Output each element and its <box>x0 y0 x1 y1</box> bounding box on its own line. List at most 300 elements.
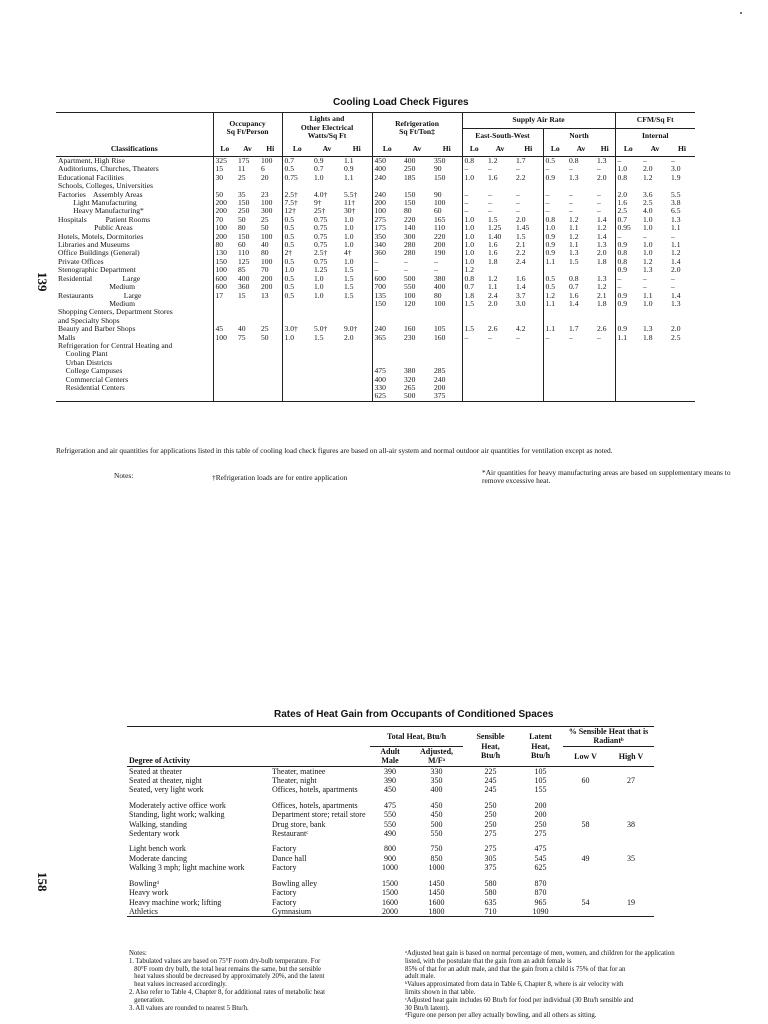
cooling-value-cell <box>595 384 615 392</box>
cooling-value-cell <box>543 266 567 274</box>
cooling-value-cell: 0.8 <box>615 174 641 182</box>
cooling-value-cell: 1.0 <box>314 291 324 300</box>
cooling-value-cell: 100 <box>372 207 402 215</box>
col-hi-header: Hi <box>669 143 695 157</box>
heat-gain-cell-adult: 390 <box>384 766 396 776</box>
cooling-value-cell: 1.2 <box>569 215 579 224</box>
heat-gain-cell-lat: 545 <box>534 853 547 863</box>
classification-cell <box>56 392 213 401</box>
cooling-value-cell: 1.25 <box>488 224 502 233</box>
cooling-value-cell: 2.1 <box>597 291 607 300</box>
cooling-value-cell <box>543 392 567 401</box>
cooling-value-cell: 0.5 <box>282 241 312 249</box>
cooling-value-cell: 0.7 <box>569 283 579 292</box>
cooling-value-cell: 240 <box>372 191 402 199</box>
heat-gain-cell-app: Restaurantᶜ <box>272 829 309 839</box>
cooling-value-cell: 1.1 <box>543 300 567 308</box>
cooling-value-cell: 280 <box>404 249 416 258</box>
cooling-value-cell: 500 <box>402 392 432 401</box>
cooling-value-cell: – <box>615 233 641 241</box>
cooling-value-cell: 50 <box>261 333 269 342</box>
cooling-value-cell: 0.7 <box>282 157 312 166</box>
col-av-header: Av <box>486 143 514 157</box>
cooling-value-cell <box>486 350 514 358</box>
cooling-value-cell: 17 <box>213 292 236 300</box>
cooling-value-cell <box>402 317 432 325</box>
heat-gain-cell-sens: 580 <box>484 878 497 888</box>
cooling-value-cell: – <box>615 283 641 291</box>
cooling-value-cell: 0.9 <box>543 233 567 241</box>
classification-cell: Auditoriums, Churches, Theaters <box>58 165 159 174</box>
cooling-value-cell <box>259 317 282 325</box>
radiant-high-cell <box>608 766 654 776</box>
cooling-value-cell: 1.5 <box>344 283 354 292</box>
cooling-value-cell <box>213 342 236 350</box>
cooling-value-cell: 2.0 <box>597 249 607 258</box>
cooling-value-cell: 80 <box>261 249 269 258</box>
cooling-value-cell: 3.6 <box>643 190 653 199</box>
cooling-value-cell: 100 <box>261 232 273 241</box>
cooling-value-cell: 40 <box>238 325 246 334</box>
cooling-value-cell: 100 <box>213 266 236 274</box>
heat-gain-cell-a: Walking 3 mph; light machine work <box>129 863 245 873</box>
cooling-value-cell: 60 <box>238 241 246 250</box>
cooling-row <box>56 334 695 342</box>
cooling-value-cell <box>259 376 282 384</box>
radiant-high-cell <box>608 873 654 888</box>
heat-gain-cell-adult: 2000 <box>370 907 410 917</box>
cooling-value-cell: 150 <box>213 258 236 266</box>
col-av-header: Av <box>312 143 342 157</box>
heat-gain-note-line: heat values increased accordingly. <box>129 981 227 989</box>
cooling-value-cell <box>514 317 543 325</box>
cooling-value-cell <box>595 367 615 375</box>
cooling-value-cell: 35 <box>238 190 246 199</box>
cooling-row <box>56 191 695 199</box>
cooling-value-cell <box>259 300 282 308</box>
heat-gain-cell-sens: 250 <box>484 819 497 829</box>
cooling-value-cell: 2.5 <box>643 199 653 208</box>
cooling-value-cell <box>282 384 312 392</box>
heat-gain-cell-a: Bowlingᵈ <box>129 878 160 888</box>
cooling-value-cell: 2.0 <box>671 325 681 334</box>
cooling-value-cell: 185 <box>404 173 416 182</box>
cooling-value-cell: 230 <box>404 333 416 342</box>
cooling-value-cell: 0.9 <box>344 165 354 174</box>
cooling-value-cell: 150 <box>238 199 250 208</box>
heat-gain-cell-lat: 475 <box>534 844 547 854</box>
cooling-value-cell: 340 <box>372 241 402 249</box>
radiant-low-cell <box>563 829 608 838</box>
cooling-value-cell <box>595 317 615 325</box>
cooling-value-cell: – <box>488 333 492 342</box>
cooling-value-cell: – <box>543 191 567 199</box>
cooling-value-cell <box>567 367 595 375</box>
total-heat-header: Total Heat, Btu/h <box>370 727 463 747</box>
cooling-value-cell: 1.1 <box>569 241 579 250</box>
cooling-value-cell: 320 <box>404 375 416 384</box>
cooling-row <box>56 207 695 215</box>
cooling-value-cell: 1.1 <box>671 241 681 250</box>
cooling-value-cell: 6.5 <box>671 207 681 216</box>
cooling-value-cell <box>282 392 312 401</box>
cooling-value-cell: 1.0 <box>314 173 324 182</box>
cooling-value-cell: 250 <box>404 165 416 174</box>
cooling-value-cell: 0.5 <box>282 258 312 266</box>
cooling-value-cell: 0.75 <box>282 174 312 182</box>
cooling-value-cell <box>312 300 342 308</box>
cooling-row <box>56 182 695 190</box>
cooling-value-cell: – <box>404 266 408 275</box>
heat-gain-row <box>127 810 654 819</box>
cooling-value-cell: 200 <box>434 241 446 250</box>
heat-gain-cell-sens: 375 <box>484 863 497 873</box>
cooling-value-cell <box>342 384 372 392</box>
col-av-header: Av <box>402 143 432 157</box>
col-av-header: Av <box>567 143 595 157</box>
cooling-value-cell <box>462 359 486 367</box>
heat-gain-cell-app: Offices, hotels, apartments <box>272 785 358 795</box>
cooling-value-cell: – <box>569 207 573 216</box>
cooling-value-cell: 0.75 <box>314 224 328 233</box>
heat-gain-cell-sens: 275 <box>484 844 497 854</box>
cooling-value-cell: 1.5 <box>462 325 486 333</box>
cooling-footnote: Refrigeration and air quantities for applications listed in this table of cooling load check figures are based on all-air system and normal outdoor air quantities for ventilation except as noted. <box>56 446 613 455</box>
radiant-header: % Sensible Heat that is Radiantᵇ <box>563 727 654 747</box>
cooling-value-cell: 2.5 <box>615 207 641 215</box>
heat-gain-note-line: generation. <box>129 996 165 1004</box>
cooling-value-cell <box>543 384 567 392</box>
cooling-value-cell <box>669 376 695 384</box>
heat-gain-cell-a: Seated, very light work <box>129 785 204 795</box>
cooling-value-cell: 15 <box>213 165 236 173</box>
heat-gain-footnote-line: 85% of that for an adult male, and that the gain from a child is 75% of that for an <box>405 965 626 973</box>
cooling-value-cell: 0.9 <box>543 249 567 257</box>
cooling-value-cell <box>615 182 641 190</box>
heat-gain-row <box>127 776 654 785</box>
cooling-value-cell <box>615 376 641 384</box>
cooling-value-cell <box>372 182 402 190</box>
occupancy-header: Occupancy Sq Ft/Person <box>213 113 282 144</box>
heat-gain-cell-adult: 1500 <box>382 888 398 898</box>
heat-gain-cell-lat: 200 <box>534 810 547 820</box>
radiant-low-cell: 60 <box>581 776 590 786</box>
radiant-high-cell: 38 <box>627 819 635 829</box>
cooling-value-cell: 300 <box>404 232 416 241</box>
cooling-value-cell: 600 <box>213 275 236 283</box>
cooling-value-cell: 5.5† <box>344 190 358 199</box>
cooling-value-cell: 1.0 <box>314 283 324 292</box>
heat-gain-cell-adult: 550 <box>384 810 396 820</box>
cooling-value-cell: 360 <box>372 249 402 257</box>
cooling-value-cell <box>312 376 342 384</box>
cooling-value-cell: 60 <box>434 207 442 216</box>
cooling-row <box>56 367 695 375</box>
cooling-value-cell: 110 <box>434 224 446 233</box>
cooling-row <box>56 376 695 384</box>
heat-gain-footnote-line: ᶜAdjusted heat gain includes 60 Btu/h for food per individual (30 Btu/h sensible and <box>405 996 634 1004</box>
cooling-row <box>56 199 695 207</box>
heat-gain-cell-lat: 1090 <box>518 907 563 917</box>
cooling-value-cell <box>342 367 372 375</box>
cooling-value-cell: 2.4 <box>488 291 498 300</box>
cooling-value-cell: 1.2 <box>643 173 653 182</box>
cooling-value-cell <box>372 359 402 367</box>
cooling-value-cell: 1.4 <box>671 291 681 300</box>
cooling-value-cell: 600 <box>372 275 402 283</box>
cooling-value-cell <box>486 359 514 367</box>
radiant-high-cell <box>608 838 654 853</box>
cooling-value-cell: 0.8 <box>543 216 567 224</box>
cooling-value-cell: 1.1 <box>615 334 641 342</box>
radiant-low-cell <box>563 907 608 917</box>
cooling-value-cell: 300 <box>261 207 273 216</box>
cooling-value-cell <box>342 317 372 325</box>
cooling-value-cell: 50 <box>238 215 246 224</box>
cooling-value-cell: 1.2 <box>671 249 681 258</box>
cooling-row <box>56 233 695 241</box>
cooling-value-cell <box>432 359 462 367</box>
cooling-value-cell <box>567 342 595 350</box>
cooling-value-cell <box>514 376 543 384</box>
cooling-value-cell: 140 <box>404 224 416 233</box>
col-hi-header: Hi <box>514 143 543 157</box>
classification-cell: Light Manufacturing <box>58 199 137 208</box>
cooling-value-cell <box>641 308 669 316</box>
cooling-value-cell: 1.3 <box>569 249 579 258</box>
cooling-value-cell: 220 <box>434 232 446 241</box>
heat-gain-row <box>127 907 654 917</box>
cooling-value-cell: 40 <box>261 241 269 250</box>
cooling-value-cell: 85 <box>238 266 246 275</box>
cooling-value-cell: 30† <box>344 207 356 216</box>
cooling-value-cell: 1.0 <box>543 224 567 232</box>
cooling-value-cell: 75 <box>238 333 246 342</box>
cooling-value-cell: 175 <box>372 224 402 232</box>
cooling-value-cell: 1.0 <box>282 334 312 342</box>
cooling-value-cell: 220 <box>404 215 416 224</box>
cooling-value-cell: 0.9 <box>543 174 567 182</box>
cooling-value-cell: 0.7 <box>314 165 324 174</box>
heat-gain-row <box>127 795 654 810</box>
cooling-value-cell: 15 <box>238 291 246 300</box>
speck <box>740 12 742 14</box>
cooling-value-cell: 400 <box>372 376 402 384</box>
cooling-row <box>56 174 695 182</box>
cooling-value-cell: 400 <box>404 156 416 165</box>
radiant-low-cell <box>563 873 608 888</box>
cooling-value-cell: 275 <box>372 216 402 224</box>
cooling-value-cell: 1.9 <box>671 173 681 182</box>
cooling-value-cell: 2.2 <box>516 249 526 258</box>
cooling-value-cell: 200 <box>213 199 236 207</box>
cooling-row <box>56 392 695 401</box>
cooling-value-cell <box>567 376 595 384</box>
cooling-value-cell: – <box>516 165 520 174</box>
cooling-value-cell: 2† <box>282 249 312 257</box>
radiant-high-cell <box>608 795 654 810</box>
cooling-value-cell: 200 <box>434 383 446 392</box>
cooling-value-cell: 80 <box>238 224 246 233</box>
cooling-value-cell: 1.8 <box>488 257 498 266</box>
cooling-value-cell: 160 <box>404 325 416 334</box>
cooling-value-cell: 1.1 <box>569 224 579 233</box>
cooling-value-cell <box>462 182 486 190</box>
cooling-value-cell: 330 <box>372 384 402 392</box>
heat-gain-cell-app: Drug store, bank <box>272 819 326 829</box>
cooling-value-cell: 175 <box>238 156 250 165</box>
cooling-value-cell: 0.9 <box>543 241 567 249</box>
heat-gain-cell-a: Heavy machine work; lifting <box>129 897 222 907</box>
cooling-value-cell: 0.8 <box>462 157 486 166</box>
cooling-value-cell: 1.2 <box>643 257 653 266</box>
cooling-note-star: *Air quantities for heavy manufacturing areas are based on supplementary means to remove excessive heat. <box>482 468 731 485</box>
cooling-value-cell <box>259 359 282 367</box>
cooling-value-cell: 2.6 <box>488 325 498 334</box>
heat-gain-footnote-line: 30 Btu/h latent). <box>405 1004 450 1012</box>
cooling-value-cell <box>259 384 282 392</box>
cooling-value-cell: 2.6 <box>597 325 607 334</box>
cooling-value-cell <box>282 308 312 316</box>
cooling-value-cell: 1.5 <box>569 257 579 266</box>
cooling-value-cell <box>259 367 282 375</box>
cooling-row <box>56 165 695 173</box>
cooling-value-cell <box>543 317 567 325</box>
cooling-row <box>56 317 695 325</box>
heat-gain-cell-adj: 1600 <box>428 897 445 907</box>
cooling-value-cell <box>342 350 372 358</box>
cooling-value-cell: 1.2 <box>488 274 498 283</box>
radiant-low-cell <box>563 785 608 794</box>
heat-gain-cell-a: Seated at theater <box>129 766 182 776</box>
heat-gain-row <box>127 898 654 907</box>
cooling-value-cell: 1.0 <box>462 249 486 257</box>
heat-gain-cell-sens: 245 <box>484 785 497 795</box>
cooling-value-cell <box>567 317 595 325</box>
cooling-value-cell: 2.0 <box>643 165 653 174</box>
adjusted-header: Adjusted, M/Fᵃ <box>410 746 463 766</box>
cooling-value-cell: 45 <box>213 325 236 333</box>
radiant-high-cell <box>608 907 654 917</box>
cooling-value-cell: 100 <box>261 257 273 266</box>
classification-cell: Stenographic Department <box>58 266 136 275</box>
cooling-value-cell: 9† <box>314 199 322 208</box>
col-lo-header: Lo <box>543 143 567 157</box>
cooling-value-cell: 2.5† <box>282 191 312 199</box>
cooling-value-cell <box>236 376 259 384</box>
cooling-value-cell: 400 <box>238 274 250 283</box>
cooling-value-cell: 7.5† <box>282 199 312 207</box>
cooling-value-cell <box>259 182 282 190</box>
cooling-value-cell <box>615 317 641 325</box>
cooling-value-cell: 240 <box>372 325 402 333</box>
cooling-value-cell: 1.1 <box>543 258 567 266</box>
cooling-value-cell: 1.0 <box>643 224 653 233</box>
cooling-value-cell: 2.0 <box>615 191 641 199</box>
cooling-value-cell <box>543 359 567 367</box>
cooling-value-cell: 20 <box>261 173 269 182</box>
cooling-value-cell: 2.0 <box>516 215 526 224</box>
cooling-value-cell <box>514 367 543 375</box>
cooling-value-cell: 80 <box>213 241 236 249</box>
cooling-value-cell: 100 <box>434 299 446 308</box>
cooling-value-cell: 0.8 <box>569 274 579 283</box>
cooling-value-cell: 0.5 <box>282 275 312 283</box>
cooling-value-cell: 105 <box>434 325 446 334</box>
cooling-value-cell: – <box>543 334 567 342</box>
cooling-value-cell: 450 <box>372 157 402 166</box>
radiant-low-cell <box>563 795 608 810</box>
cooling-value-cell: 90 <box>434 190 442 199</box>
heat-gain-cell-adult: 475 <box>384 800 396 810</box>
cooling-value-cell <box>342 376 372 384</box>
cooling-value-cell: 1.6 <box>569 291 579 300</box>
cooling-value-cell: 1.3 <box>597 241 607 250</box>
cooling-value-cell: 1.0 <box>462 224 486 232</box>
classification-cell: Heavy Manufacturing* <box>58 207 144 216</box>
heat-gain-notes-left <box>129 950 391 1012</box>
cooling-value-cell <box>641 317 669 325</box>
cooling-value-cell: 1.5 <box>488 215 498 224</box>
cooling-value-cell: 25 <box>261 215 269 224</box>
cooling-value-cell: 1.6 <box>516 274 526 283</box>
cooling-value-cell: 1.0 <box>643 249 653 258</box>
cooling-value-cell: – <box>404 257 408 266</box>
col-lo-header: Lo <box>462 143 486 157</box>
cooling-value-cell: 350 <box>372 233 402 241</box>
cooling-value-cell: 0.8 <box>615 249 641 257</box>
cooling-value-cell <box>543 350 567 358</box>
heat-gain-cell-app: Dance hall <box>272 853 307 863</box>
heat-gain-cell-app: Gymnasium <box>270 907 370 917</box>
cooling-value-cell <box>567 182 595 190</box>
cooling-value-cell: – <box>615 275 641 283</box>
radiant-low-cell <box>563 863 608 872</box>
heat-gain-cell-adj: 1000 <box>428 863 445 873</box>
cooling-value-cell: 200 <box>213 207 236 215</box>
cooling-value-cell: 240 <box>372 174 402 182</box>
cooling-value-cell: 80 <box>404 207 412 216</box>
heat-gain-cell-a: Moderately active office work <box>129 800 226 810</box>
cooling-value-cell: 2.4 <box>516 257 526 266</box>
supply-air-header: Supply Air Rate <box>462 113 615 129</box>
heat-gain-cell-sens: 250 <box>484 800 497 810</box>
heat-gain-cell-lat: 250 <box>534 819 547 829</box>
radiant-high-cell: 35 <box>627 853 635 863</box>
cooling-value-cell: 2.0 <box>597 173 607 182</box>
cooling-row <box>56 350 695 358</box>
cooling-value-cell: 0.9 <box>615 300 641 308</box>
heat-gain-note-line: 1. Tabulated values are based on 75°F room dry-bulb temperature. For <box>129 957 321 965</box>
cooling-value-cell <box>312 359 342 367</box>
cooling-title: Cooling Load Check Figures <box>333 97 469 108</box>
cooling-value-cell: 1.2 <box>543 292 567 300</box>
cooling-value-cell <box>402 350 432 358</box>
cooling-value-cell <box>486 376 514 384</box>
cooling-value-cell <box>213 308 236 316</box>
cooling-value-cell: 1.6 <box>488 173 498 182</box>
cooling-value-cell: 500 <box>404 274 416 283</box>
cooling-value-cell: 100 <box>404 291 416 300</box>
cooling-value-cell: 3.0 <box>671 165 681 174</box>
radiant-high-cell: 19 <box>627 897 635 907</box>
cooling-value-cell <box>213 384 236 392</box>
heat-gain-cell-app: Theater, matinee <box>272 766 326 776</box>
radiant-high-cell: 27 <box>627 776 635 786</box>
cooling-value-cell: 150 <box>434 173 446 182</box>
cooling-value-cell: 2.1 <box>516 241 526 250</box>
cooling-value-cell: 160 <box>434 333 446 342</box>
